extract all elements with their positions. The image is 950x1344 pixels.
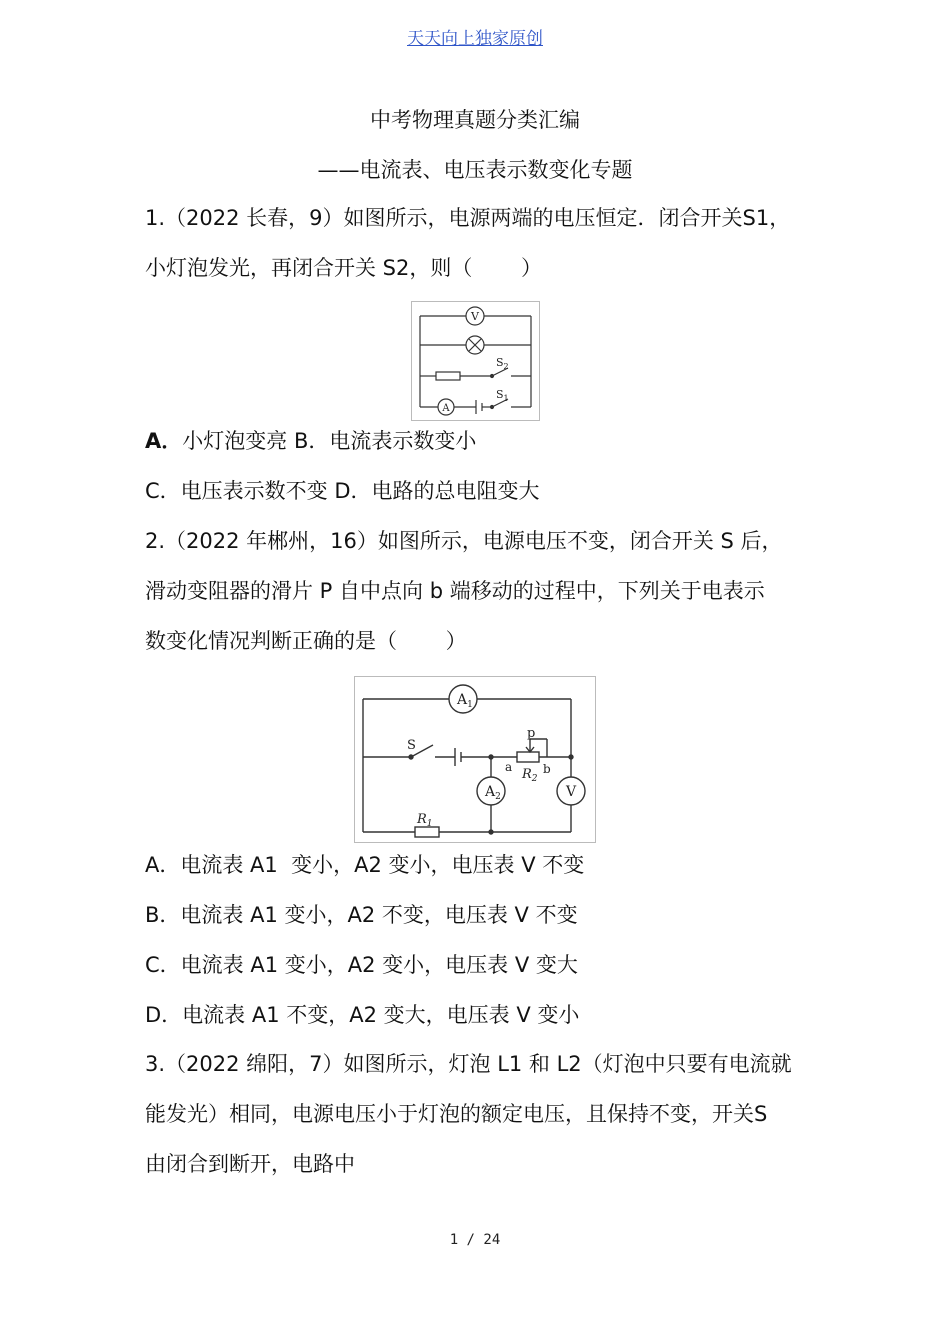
q2-option-c: C．电流表 A1 变小，A2 变小，电压表 V 变大 [145, 953, 578, 977]
q1-s2-label: $S_2$ [496, 356, 509, 371]
q2-switch-label: S [407, 738, 416, 753]
q2-circuit-diagram [355, 677, 595, 842]
q2-r1-label: $R_1$ [417, 812, 433, 829]
q2-slider-p-label: p [527, 726, 536, 741]
q1-option-ab-text: 小灯泡变亮 B．电流表示数变小 [182, 429, 477, 453]
q3-stem-line1: 3.（2022 绵阳，7）如图所示，灯泡 L1 和 L2（灯泡中只要有电流就 [145, 1052, 792, 1076]
q1-option-a-label: A． [145, 429, 183, 453]
q1-option-cd: C．电压表示数不变 D．电路的总电阻变大 [145, 479, 540, 503]
q1-ammeter-label: A [442, 403, 450, 414]
q1-circuit-diagram [412, 302, 539, 420]
q1-stem-line1: 1.（2022 长春，9）如图所示，电源两端的电压恒定．闭合开关S1， [145, 206, 791, 230]
document-title: 中考物理真题分类汇编 [370, 108, 580, 132]
page-number: 1 / 24 [449, 1232, 501, 1248]
q1-voltmeter-label: V [471, 310, 479, 323]
q2-a1-meter-label: $A_1$ [457, 692, 473, 710]
q3-stem-line3: 由闭合到断开，电路中 [145, 1152, 355, 1176]
q1-option-ab [145, 426, 825, 456]
q2-option-a: A．电流表 A1 变小，A2 变小，电压表 V 不变 [145, 853, 585, 877]
q2-voltmeter-label: V [565, 784, 577, 800]
q2-r2-label: $R_2$ [522, 767, 538, 784]
q1-circuit-figure [411, 301, 540, 421]
q2-terminal-b-label: b [543, 762, 551, 776]
document-subtitle: ——电流表、电压表示数变化专题 [317, 158, 633, 182]
q2-stem-line3: 数变化情况判断正确的是（ ） [145, 629, 467, 653]
q1-s1-label: $S_1$ [496, 388, 509, 403]
q2-stem-line1: 2.（2022 年郴州，16）如图所示，电源电压不变，闭合开关 S 后， [145, 529, 783, 553]
header-link[interactable]: 天天向上独家原创 [407, 29, 543, 49]
q2-a2-meter-label: $A_2$ [485, 784, 501, 802]
q1-stem-line2: 小灯泡发光，再闭合开关 S2，则（ ） [145, 256, 543, 280]
q2-option-d: D．电流表 A1 不变，A2 变大，电压表 V 变小 [145, 1003, 580, 1027]
q2-option-b: B．电流表 A1 变小，A2 不变，电压表 V 不变 [145, 903, 578, 927]
q2-circuit-figure [354, 676, 596, 843]
q2-stem-line2: 滑动变阻器的滑片 P 自中点向 b 端移动的过程中，下列关于电表示 [145, 579, 765, 603]
q3-stem-line2: 能发光）相同，电源电压小于灯泡的额定电压，且保持不变，开关S [145, 1102, 768, 1126]
q2-terminal-a-label: a [505, 760, 513, 774]
